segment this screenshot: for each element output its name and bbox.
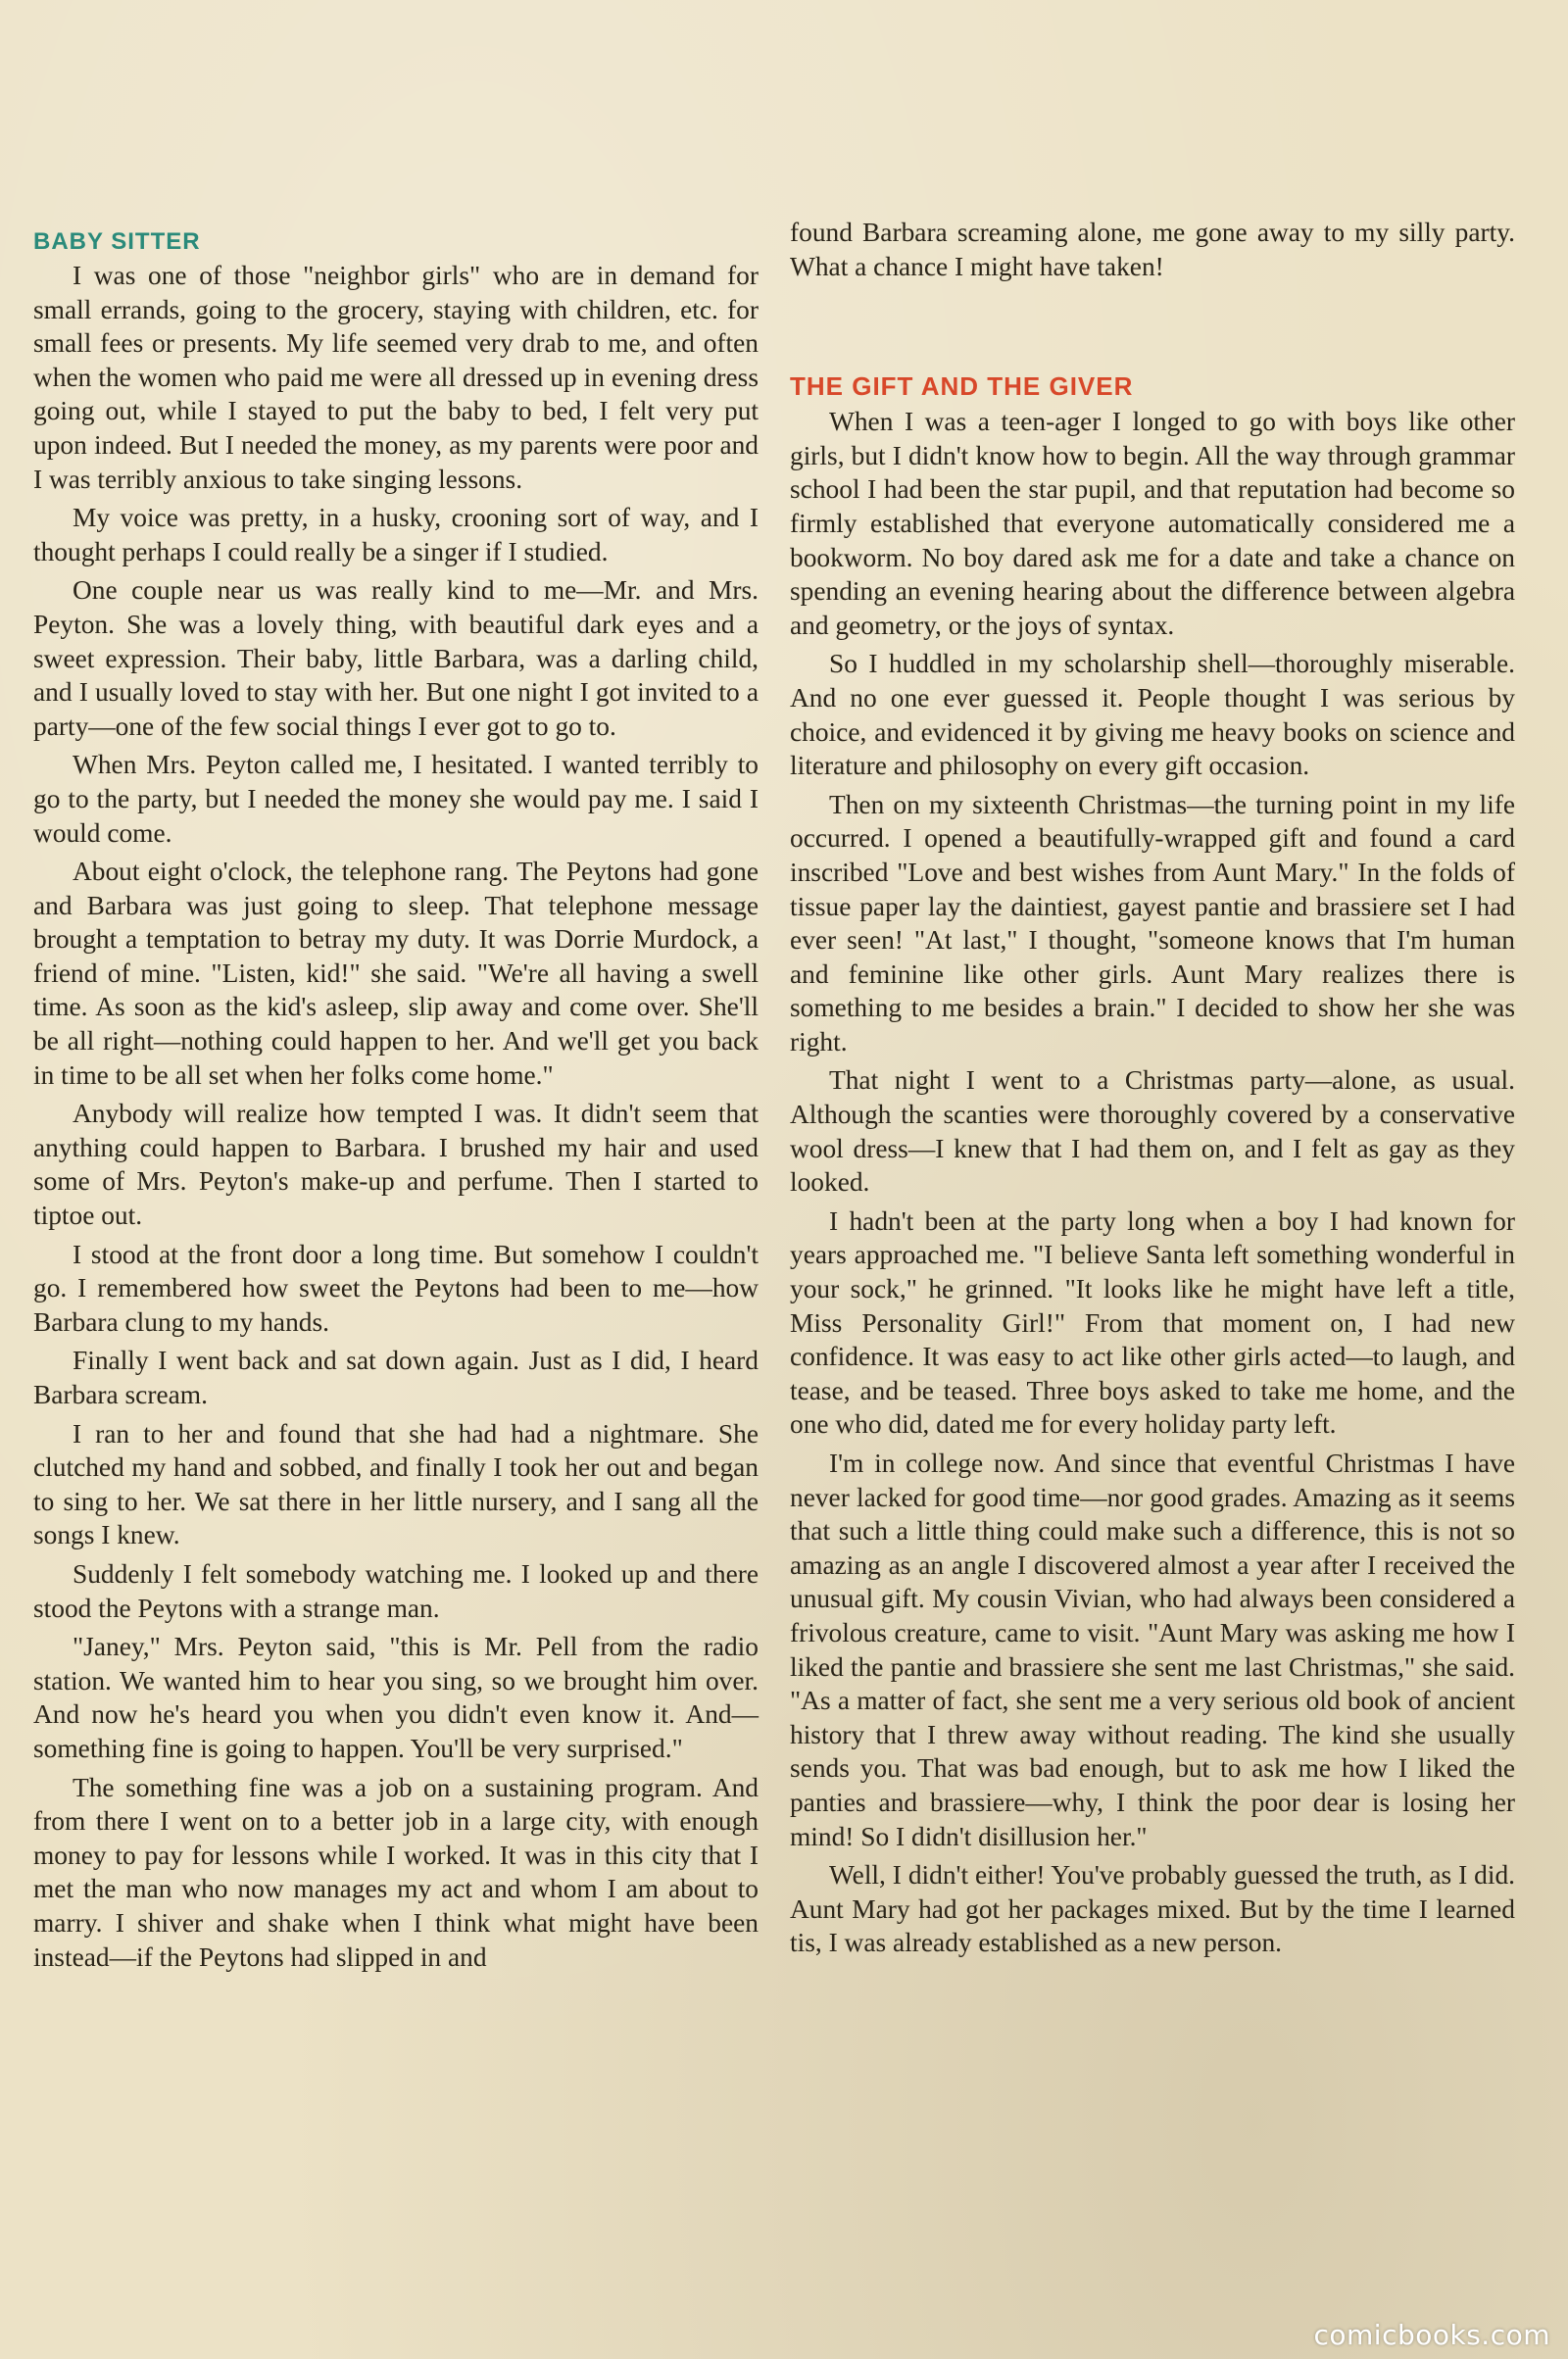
paragraph: I stood at the front door a long time. But somehow I couldn't go. I remembered how sweet the Peytons had been to me—how Barbara clung to my hands.	[33, 1239, 759, 1337]
paragraph: Anybody will realize how tempted I was. It didn't seem that anything could happen to Barbara. I brushed my hair and used some of Mrs. Peyton's make-up and perfume. Then I started to tiptoe out.	[33, 1099, 759, 1231]
paragraph: Well, I didn't either! You've probably guessed the truth, as I did. Aunt Mary had got her packages mixed. But by the time I learned tis, I was already established as a new person.	[790, 1860, 1515, 1958]
paragraph: I'm in college now. And since that eventful Christmas I have never lacked for good time—nor good grades. Amazing as it seems that such a little thing could make such a difference, this is not so amazing as an angle I discovered almost a year after I received the unusual gift. My cousin Vivian, who had always been considered a frivolous creature, came to visit. "Aunt Mary was asking me how I liked the pantie and brassiere she sent me last Christmas," she said. "As a matter of fact, she sent me a very serious old book of ancient history that I threw away without reading. The kind she usually sends you. That was bad enough, but to ask me how I liked the panties and brassiere—why, I think the poor dear is losing her mind! So I didn't disillusion her."	[790, 1449, 1515, 1851]
paragraph: Then on my sixteenth Christmas—the turning point in my life occurred. I opened a beautifully-wrapped gift and found a card inscribed "Love and best wishes from Aunt Mary." In the folds of tissue paper lay the daintiest, gayest pantie and brassiere set I had ever seen! "At last," I thought, "someone knows that I'm human and feminine like other girls. Aunt Mary realizes there is something to me besides a brain." I decided to show her she was right.	[790, 789, 1515, 1057]
paragraph: Finally I went back and sat down again. Just as I did, I heard Barbara scream.	[33, 1346, 759, 1409]
paragraph: I hadn't been at the party long when a boy I had known for years approached me. "I believe Santa left something wonderful in your sock," he grinned. "It looks like he might have left a title, Miss Personality Girl!" From that moment on, I had new confidence. It was easy to act like other girls acted—to laugh, and tease, and be teased. Three boys asked to take me home, and the one who did, dated me for every holiday party left.	[790, 1205, 1515, 1440]
paragraph: About eight o'clock, the telephone rang. The Peytons had gone and Barbara was just going to sleep. That telephone message brought a temptation to betray my duty. It was Dorrie Murdock, a friend of mine. "Listen, kid!" she said. "We're all having a swell time. As soon as the kid's asleep, slip away and come over. She'll be all right—nothing could happen to her. And we'll get you back in time to be all set when her folks come home."	[33, 857, 759, 1090]
paragraph: When I was a teen-ager I longed to go with boys like other girls, but I didn't know how to begin. All the way through grammar school I had been the star pupil, and that reputation had become so firmly established that everyone automatically considered me a bookworm. No boy dared ask me for a date and take a chance on spending an evening hearing about the difference between algebra and geometry, or the joys of syntax.	[790, 407, 1515, 640]
right-column	[790, 216, 1515, 1965]
left-column	[33, 227, 759, 1979]
paragraph: I ran to her and found that she had had a nightmare. She clutched my hand and sobbed, and finally I took her out and began to sing to her. We sat there in her little nursery, and I sang all the songs I knew.	[33, 1418, 759, 1550]
paragraph: Suddenly I felt somebody watching me. I looked up and there stood the Peytons with a strange man.	[33, 1558, 759, 1623]
paragraph-continuation: found Barbara screaming alone, me gone away to my silly party. What a chance I might have taken!	[790, 218, 1515, 281]
story-title-gift-and-giver: THE GIFT AND THE GIVER	[790, 371, 1134, 402]
paragraph: That night I went to a Christmas party—alone, as usual. Although the scanties were thoroughly covered by a conservative wool dress—I knew that I had them on, and I felt as gay as they looked.	[790, 1065, 1515, 1198]
paragraph: When Mrs. Peyton called me, I hesitated. I wanted terribly to go to the party, but I needed the money she would pay me. I said I would come.	[33, 750, 759, 848]
paragraph: "Janey," Mrs. Peyton said, "this is Mr. Pell from the radio station. We wanted him to hear you sing, so we brought him over. And now he's heard you when you didn't even know it. And—something fine is going to happen. You'll be very surprised."	[33, 1632, 759, 1763]
paragraph: The something fine was a job on a sustaining program. And from there I went on to a better job in a large city, with enough money to pay for lessons while I worked. It was in this city that I met the man who now manages my act and whom I am about to marry. I shiver and shake when I think what might have been instead—if the Peytons had slipped in and	[33, 1772, 759, 1972]
paragraph: One couple near us was really kind to me—Mr. and Mrs. Peyton. She was a lovely thing, with beautiful dark eyes and a sweet expression. Their baby, little Barbara, was a darling child, and I usually loved to stay with her. But one night I got invited to a party—one of the few social things I ever got to go to.	[33, 575, 759, 741]
site-watermark: comicbooks.com	[1313, 2319, 1550, 2351]
magazine-page	[33, 206, 1515, 2293]
story-title-baby-sitter: BABY SITTER	[33, 228, 201, 255]
paragraph: I was one of those "neighbor girls" who are in demand for small errands, going to the grocery, staying with children, etc. for small fees or presents. My life seemed very drab to me, and often when the women who paid me were all dressed up in evening dress going out, while I stayed to put the baby to bed, I felt very put upon indeed. But I needed the money, as my parents were poor and I was terribly anxious to take singing lessons.	[33, 261, 759, 494]
paragraph: So I huddled in my scholarship shell—thoroughly miserable. And no one ever guessed it. People thought I was serious by choice, and evidenced it by giving me heavy books on science and literature and philosophy on every gift occasion.	[790, 649, 1515, 781]
paragraph: My voice was pretty, in a husky, crooning sort of way, and I thought perhaps I could really be a singer if I studied.	[33, 503, 759, 566]
